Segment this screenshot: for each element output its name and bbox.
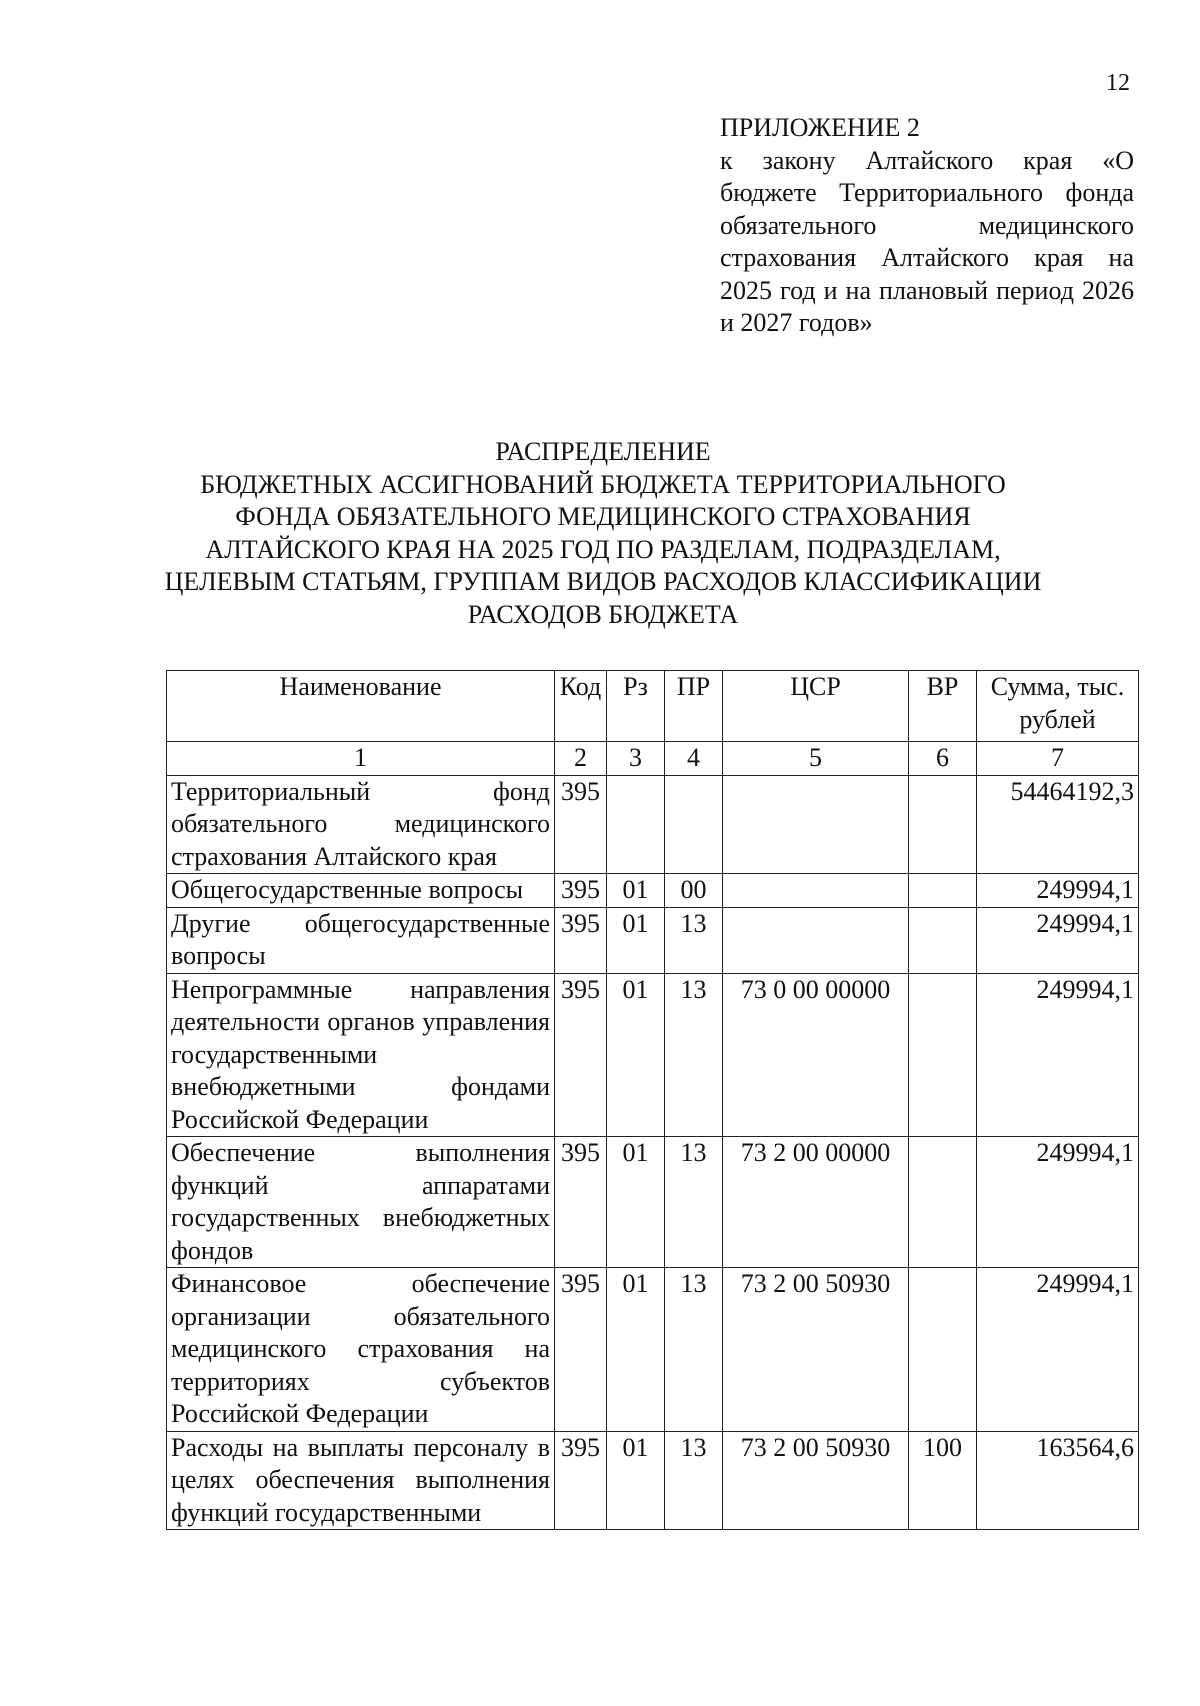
document-title xyxy=(150,436,1056,631)
table-row xyxy=(167,907,1139,973)
row-name: Финансовое обеспечение организации обязательного медицинского страхования на территориях субъектов Российской Федерации xyxy=(167,1268,555,1432)
row-csr: 73 2 00 50930 xyxy=(723,1431,909,1530)
row-amount: 54464192,3 xyxy=(977,775,1139,874)
title-line: БЮДЖЕТНЫХ АССИГНОВАНИЙ БЮДЖЕТА ТЕРРИТОРИАЛЬНОГО xyxy=(200,469,1006,499)
row-vr: 100 xyxy=(909,1431,977,1530)
header-rz: Рз xyxy=(607,671,665,742)
table-row xyxy=(167,973,1139,1137)
row-name: Обеспечение выполнения функций аппаратами государственных внебюджетных фондов xyxy=(167,1137,555,1268)
row-code: 395 xyxy=(555,874,607,908)
row-csr xyxy=(723,907,909,973)
column-number: 5 xyxy=(723,742,909,776)
table-row xyxy=(167,1268,1139,1432)
budget-table xyxy=(166,670,1139,1530)
row-code: 395 xyxy=(555,907,607,973)
appendix-title: ПРИЛОЖЕНИЕ 2 xyxy=(720,113,920,142)
row-pr: 13 xyxy=(665,1268,723,1432)
row-pr xyxy=(665,775,723,874)
row-amount: 249994,1 xyxy=(977,1137,1139,1268)
appendix-block xyxy=(720,112,1134,340)
title-line: ФОНДА ОБЯЗАТЕЛЬНОГО МЕДИЦИНСКОГО СТРАХОВАНИЯ xyxy=(235,502,971,531)
row-rz xyxy=(607,775,665,874)
row-pr: 13 xyxy=(665,907,723,973)
table-row xyxy=(167,874,1139,908)
row-name: Другие общегосударственные вопросы xyxy=(167,907,555,973)
header-code: Код xyxy=(555,671,607,742)
row-name: Расходы на выплаты персоналу в целях обеспечения выполнения функций государственными xyxy=(167,1431,555,1530)
title-line: ЦЕЛЕВЫМ СТАТЬЯМ, ГРУППАМ ВИДОВ РАСХОДОВ КЛАССИФИКАЦИИ xyxy=(164,567,1042,596)
row-csr xyxy=(723,874,909,908)
row-amount: 249994,1 xyxy=(977,973,1139,1137)
row-vr xyxy=(909,973,977,1137)
row-amount: 249994,1 xyxy=(977,1268,1139,1432)
column-number: 4 xyxy=(665,742,723,776)
row-vr xyxy=(909,775,977,874)
row-rz: 01 xyxy=(607,1431,665,1530)
table-row xyxy=(167,775,1139,874)
row-csr: 73 2 00 00000 xyxy=(723,1137,909,1268)
title-line: РАСХОДОВ БЮДЖЕТА xyxy=(467,599,739,629)
row-rz: 01 xyxy=(607,1137,665,1268)
row-vr xyxy=(909,907,977,973)
row-name: Непрограммные направления деятельности органов управления государственными внебюджетными фондами Российской Федерации xyxy=(167,973,555,1137)
row-amount: 249994,1 xyxy=(977,907,1139,973)
row-pr: 13 xyxy=(665,1431,723,1530)
column-number: 2 xyxy=(555,742,607,776)
row-vr xyxy=(909,1268,977,1432)
row-csr: 73 0 00 00000 xyxy=(723,973,909,1137)
column-number: 6 xyxy=(909,742,977,776)
row-pr: 13 xyxy=(665,1137,723,1268)
row-rz: 01 xyxy=(607,874,665,908)
row-amount: 163564,6 xyxy=(977,1431,1139,1530)
header-amount: Сумма, тыс. рублей xyxy=(977,671,1139,742)
header-pr: ПР xyxy=(665,671,723,742)
row-vr xyxy=(909,874,977,908)
title-line: РАСПРЕДЕЛЕНИЕ xyxy=(495,437,711,466)
row-code: 395 xyxy=(555,775,607,874)
row-csr xyxy=(723,775,909,874)
row-code: 395 xyxy=(555,1137,607,1268)
row-vr xyxy=(909,1137,977,1268)
table-row xyxy=(167,1137,1139,1268)
column-number: 7 xyxy=(977,742,1139,776)
row-pr: 00 xyxy=(665,874,723,908)
column-number: 3 xyxy=(607,742,665,776)
header-name: Наименование xyxy=(167,671,555,742)
row-name: Общегосударственные вопросы xyxy=(167,874,555,908)
appendix-text: к закону Алтайского края «О бюджете Территориального фонда обязательного медицинского страхования Алтайского края на 2025 год и на плановый период 2026 и 2027 годов» xyxy=(720,145,1134,337)
row-rz: 01 xyxy=(607,973,665,1137)
row-rz: 01 xyxy=(607,1268,665,1432)
row-pr: 13 xyxy=(665,973,723,1137)
row-rz: 01 xyxy=(607,907,665,973)
row-code: 395 xyxy=(555,973,607,1137)
row-code: 395 xyxy=(555,1431,607,1530)
column-number: 1 xyxy=(167,742,555,776)
row-amount: 249994,1 xyxy=(977,874,1139,908)
page-number: 12 xyxy=(1106,70,1130,96)
header-vr: ВР xyxy=(909,671,977,742)
column-numbering-row xyxy=(167,742,1139,776)
header-csr: ЦСР xyxy=(723,671,909,742)
row-code: 395 xyxy=(555,1268,607,1432)
table-row xyxy=(167,1431,1139,1530)
table-header-row xyxy=(167,671,1139,742)
title-line: АЛТАЙСКОГО КРАЯ НА 2025 ГОД ПО РАЗДЕЛАМ, ПОДРАЗДЕЛАМ, xyxy=(205,534,1001,564)
row-csr: 73 2 00 50930 xyxy=(723,1268,909,1432)
row-name: Территориальный фонд обязательного медицинского страхования Алтайского края xyxy=(167,775,555,874)
